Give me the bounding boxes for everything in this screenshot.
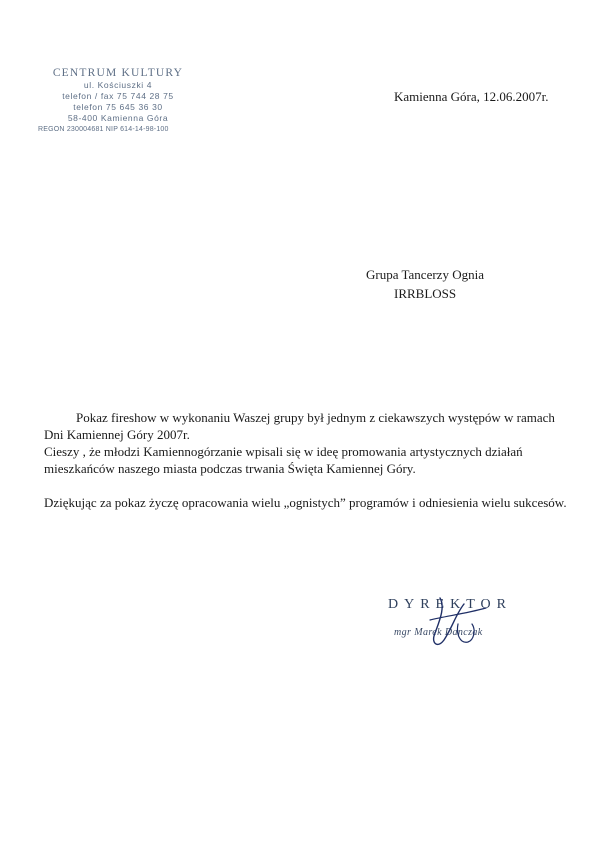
institution-stamp xyxy=(38,68,198,135)
stamp-institution-name: CENTRUM KULTURY xyxy=(52,67,184,79)
letter-body xyxy=(44,409,574,511)
recipient-block xyxy=(366,265,484,303)
body-paragraph-3: Dziękując za pokaz życzę opracowania wielu „ognistych” programów i odniesienia wielu sukcesów. xyxy=(44,495,567,510)
stamp-phone: telefon 75 645 36 30 xyxy=(73,102,163,112)
signature-name: mgr Marek Danczak xyxy=(394,627,483,638)
recipient-line-2: IRRBLOSS xyxy=(394,286,457,301)
signature-title: DYREKTOR xyxy=(388,597,512,612)
handwritten-signature-icon xyxy=(412,594,502,652)
recipient-line-1: Grupa Tancerzy Ognia xyxy=(366,267,484,282)
place-and-date: Kamienna Góra, 12.06.2007r. xyxy=(394,89,549,104)
body-paragraph-2: Cieszy , że młodzi Kamiennogórzanie wpisali się w ideę promowania artystycznych działań mieszkańców naszego miasta podczas trwania Święta Kamiennej Góry. xyxy=(44,444,523,476)
signature-block xyxy=(382,594,542,654)
stamp-postal-address: 58-400 Kamienna Góra xyxy=(67,113,169,123)
stamp-street: ul. Kościuszki 4 xyxy=(83,80,153,90)
body-paragraph-1: Pokaz fireshow w wykonaniu Waszej grupy był jednym z ciekawszych występów w ramach Dni Kamiennej Góry 2007r. xyxy=(44,410,555,442)
stamp-phone-fax: telefon / fax 75 744 28 75 xyxy=(62,91,174,101)
stamp-regon-nip: REGON 230004681 NIP 614-14-98-100 xyxy=(38,126,169,133)
